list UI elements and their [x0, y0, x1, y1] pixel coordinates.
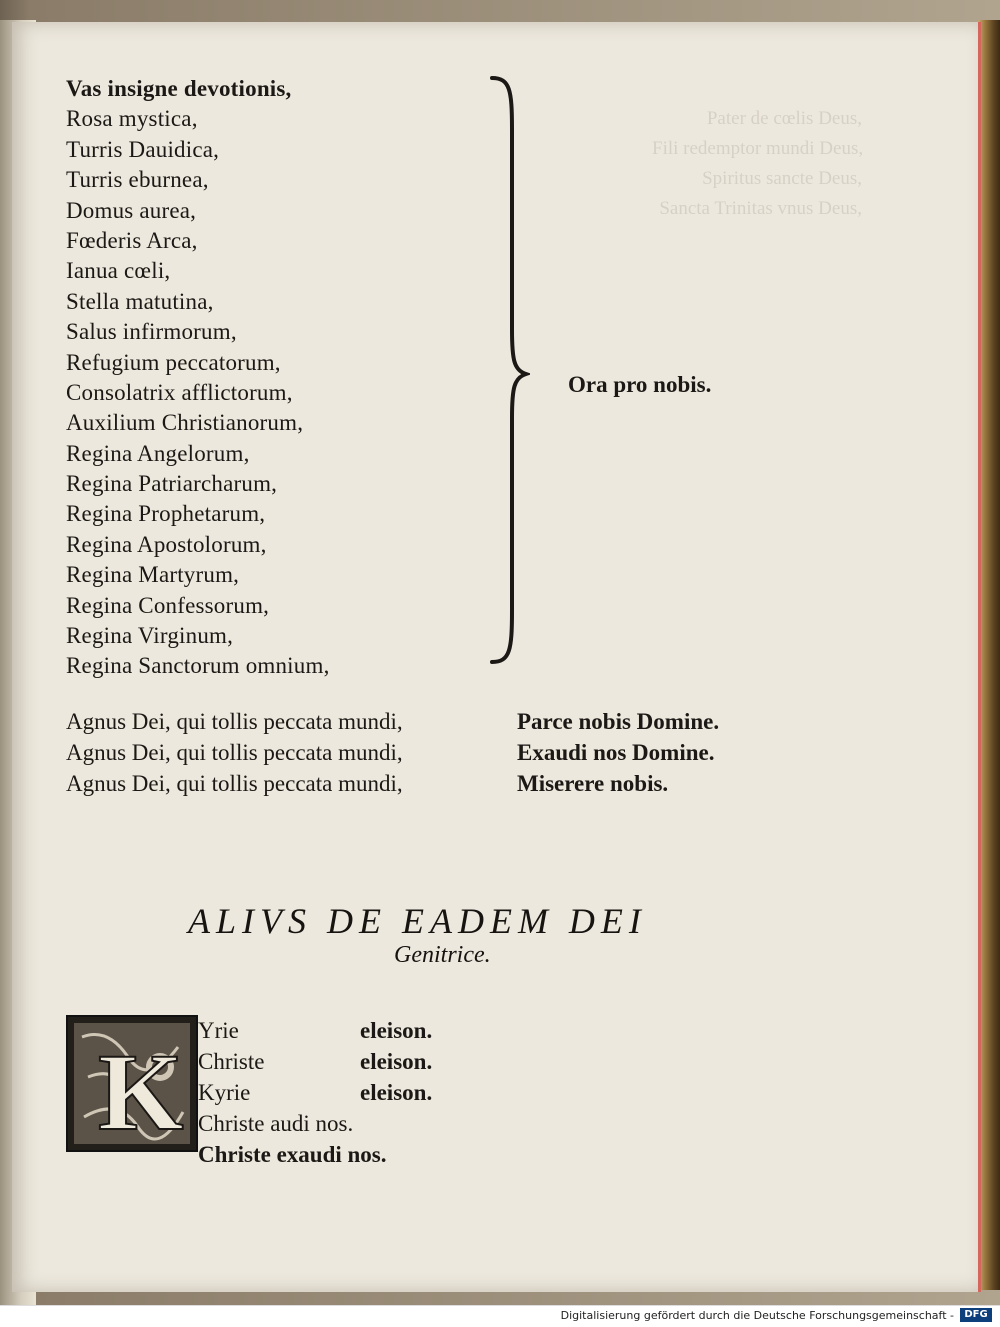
curly-brace [470, 70, 530, 670]
invocation-line: Vas insigne devotionis, [66, 76, 292, 101]
invocation-line: Regina Martyrum, [66, 562, 240, 588]
footer-credit: Digitalisierung gefördert durch die Deutsche Forschungsgemeinschaft - [560, 1309, 954, 1322]
invocation-line: Regina Virginum, [66, 623, 234, 649]
invocation-line: Stella matutina, [66, 288, 214, 314]
invocation-line: Refugium peccatorum, [66, 349, 281, 375]
agnus-response: Exaudi nos Domine. [517, 740, 715, 765]
invocation-line: Rosa mystica, [66, 106, 198, 132]
dfg-logo: DFG [960, 1308, 992, 1322]
invocation-line: Regina Apostolorum, [66, 531, 267, 557]
invocation-line: Fœderis Arca, [66, 227, 198, 253]
response-ora-pro-nobis: Ora pro nobis. [568, 372, 712, 397]
invocation-line: Salus infirmorum, [66, 319, 237, 345]
bleed-through-text: Pater de cœlis Deus, Fili redemptor mundi Deus, Spiritus sancte Deus, Sancta Trinitas vnus Deus, [652, 108, 864, 219]
section-subheading: Genitrice. [394, 942, 491, 968]
agnus-dei-line: Agnus Dei, qui tollis peccata mundi, [66, 771, 403, 796]
invocation-line: Regina Patriarcharum, [66, 471, 278, 497]
invocation-line: Turris eburnea, [66, 167, 209, 193]
invocation-line: Auxilium Christianorum, [66, 410, 304, 436]
invocation-line: Domus aurea, [66, 197, 197, 223]
invocation-line: Regina Prophetarum, [66, 501, 266, 527]
agnus-response: Parce nobis Domine. [517, 709, 720, 734]
kyrie-eleison: eleison. [360, 1049, 433, 1074]
invocation-line: Regina Confessorum, [66, 592, 270, 618]
book-spine-edge [978, 20, 1000, 1290]
kyrie-line: Christe audi nos. [198, 1111, 354, 1136]
invocation-line: Ianua cœli, [66, 258, 171, 284]
decorated-initial-k-icon [66, 1015, 198, 1152]
agnus-dei-line: Agnus Dei, qui tollis peccata mundi, [66, 709, 403, 734]
kyrie-left-column [198, 1015, 387, 1170]
invocation-line: Turris Dauidica, [66, 136, 220, 162]
agnus-response: Miserere nobis. [517, 771, 669, 796]
kyrie-line: Kyrie [198, 1080, 251, 1105]
kyrie-line: Christe exaudi nos. [198, 1142, 387, 1167]
invocation-line: Consolatrix afflictorum, [66, 379, 293, 405]
kyrie-right-column [360, 1015, 432, 1108]
section-heading: ALIVS DE EADEM DEI [188, 901, 647, 941]
agnus-dei-list [66, 706, 403, 799]
invocation-line: Regina Sanctorum omnium, [66, 653, 330, 679]
svg-text:K: K [98, 1031, 184, 1152]
kyrie-line: Yrie [198, 1018, 239, 1043]
agnus-dei-line: Agnus Dei, qui tollis peccata mundi, [66, 740, 403, 765]
kyrie-eleison: eleison. [360, 1018, 433, 1043]
invocation-line: Regina Angelorum, [66, 440, 250, 466]
agnus-response-list [517, 706, 719, 799]
kyrie-line: Christe [198, 1049, 265, 1074]
kyrie-eleison: eleison. [360, 1080, 433, 1105]
invocation-list [66, 74, 330, 682]
